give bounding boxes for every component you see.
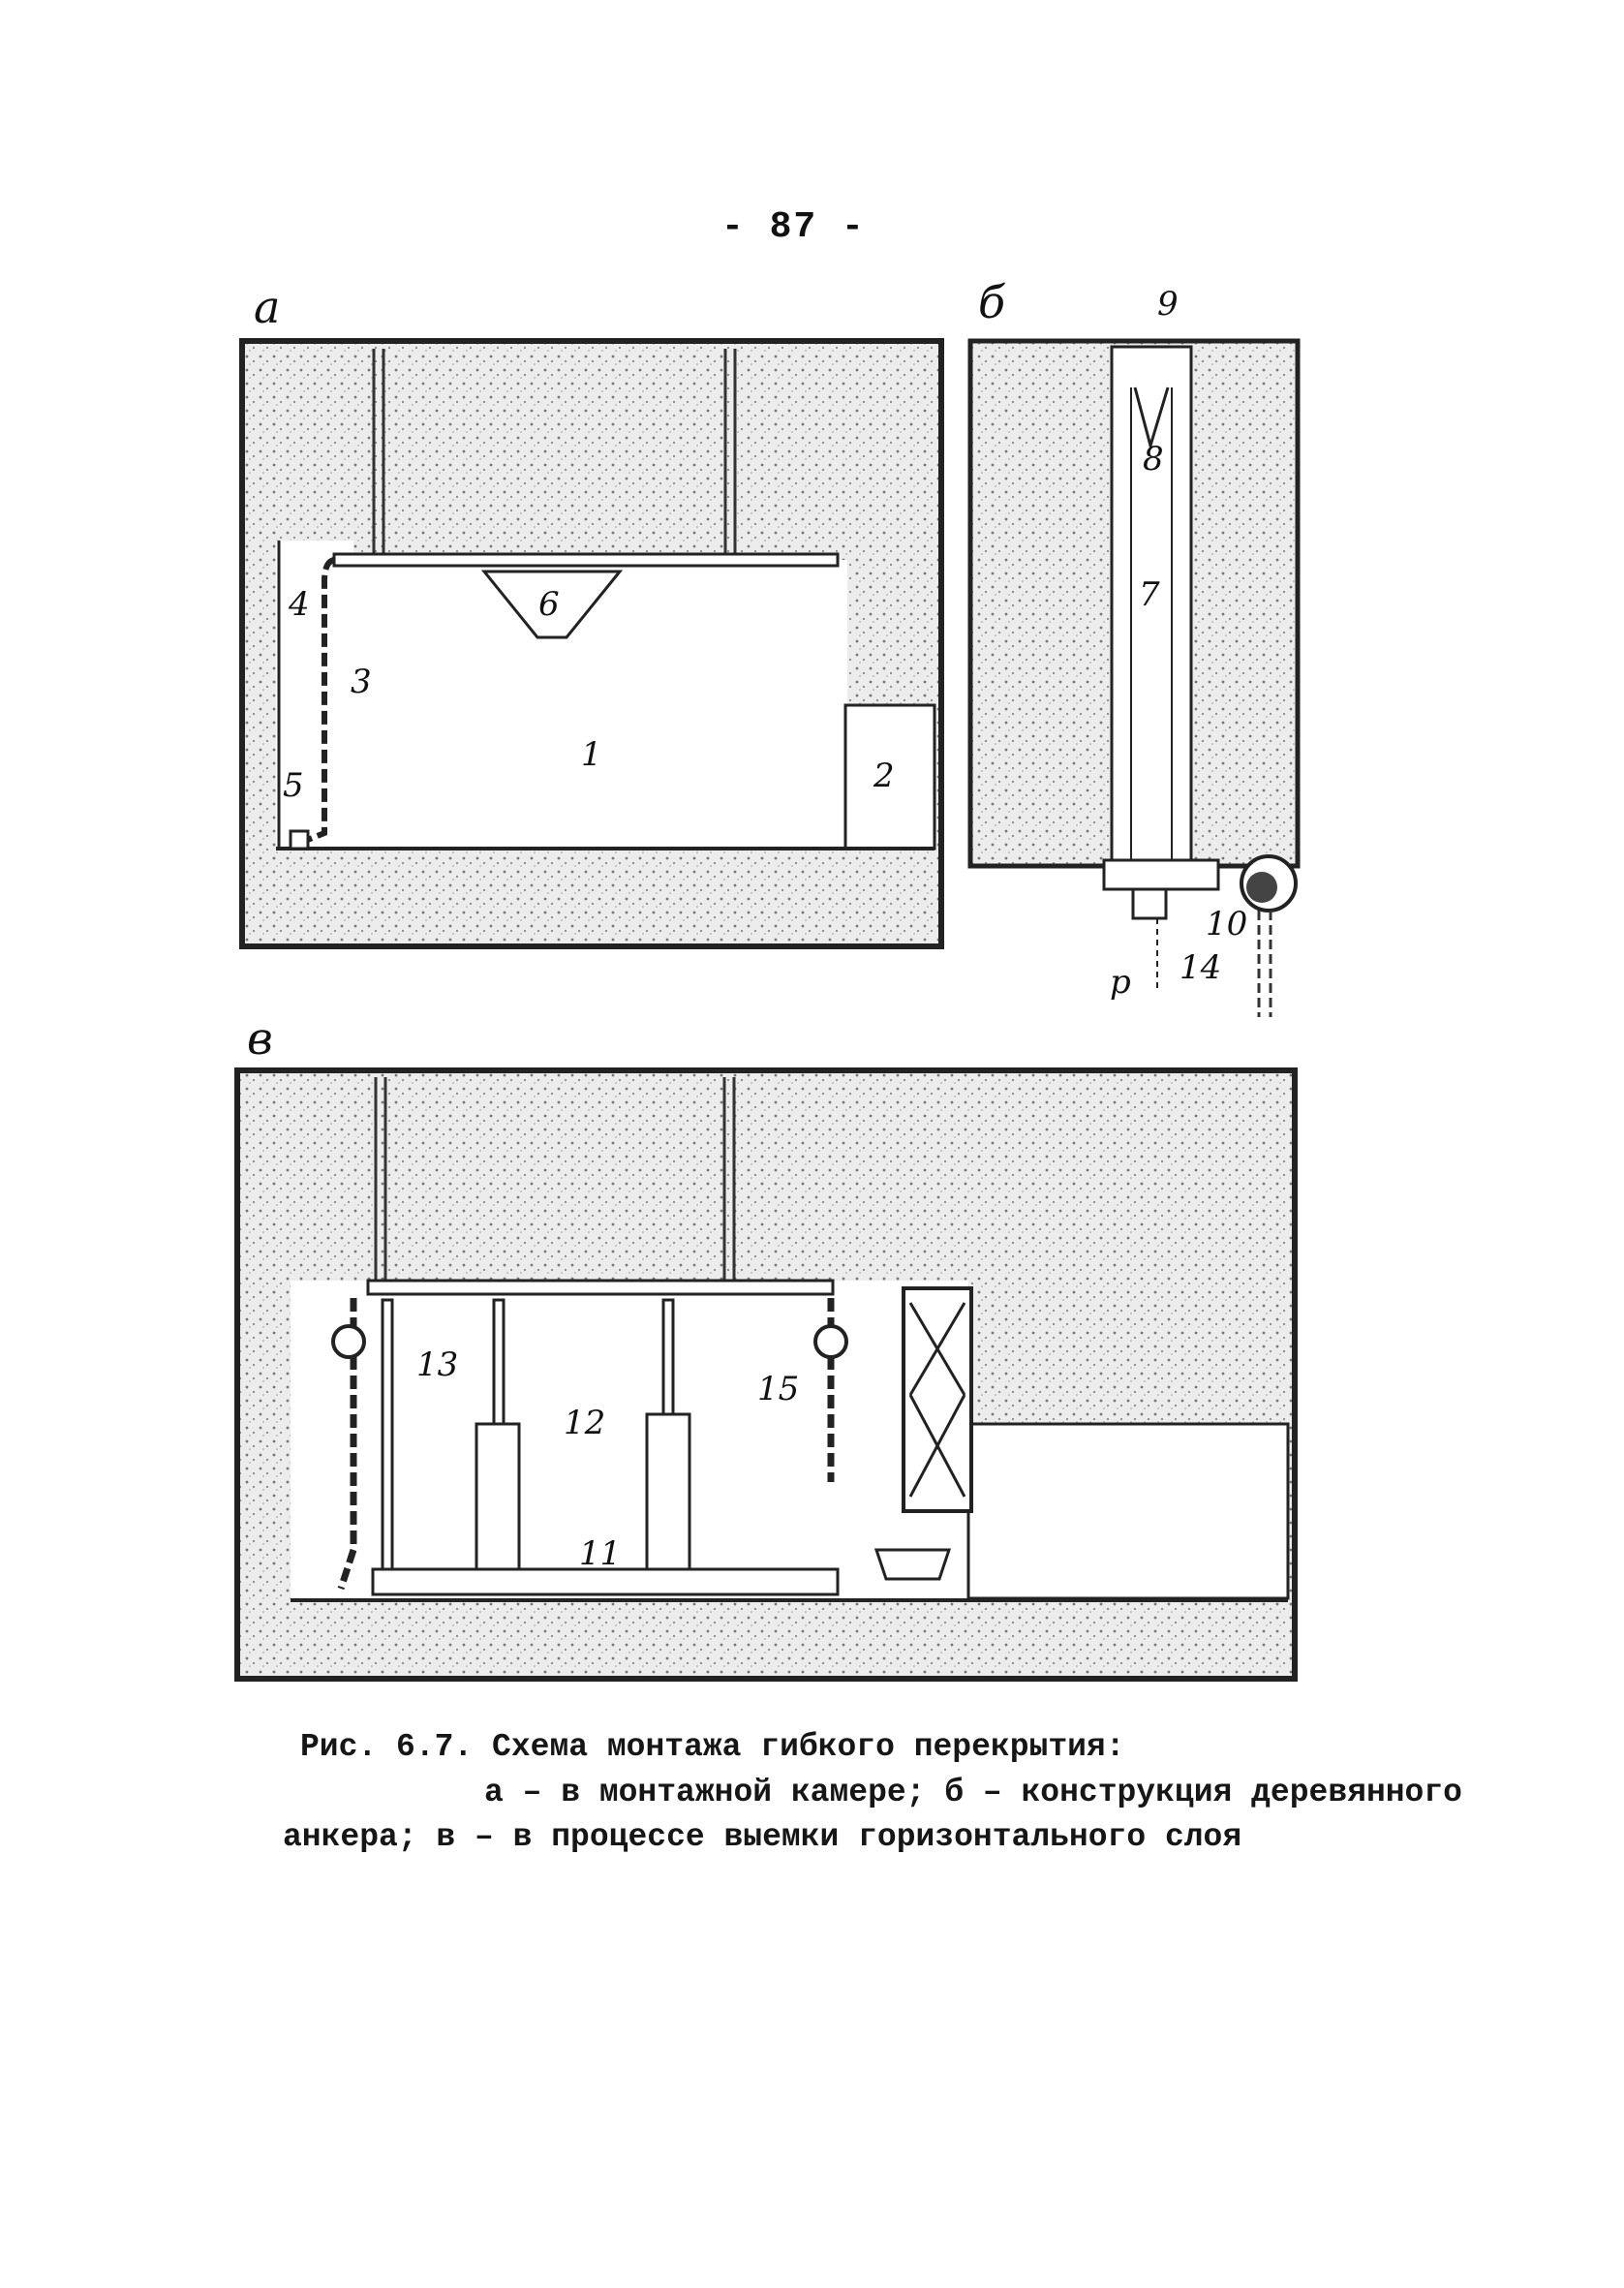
label-10: 10 (1206, 905, 1248, 943)
label-14: 14 (1180, 948, 1222, 987)
label-4: 4 (289, 585, 310, 624)
caption-line-1: Рис. 6.7. Схема монтажа гибкого перекрытия: (300, 1729, 1125, 1765)
label-13: 13 (416, 1345, 459, 1384)
label-p: р (1110, 963, 1131, 1002)
label-7: 7 (1139, 575, 1160, 614)
label-1: 1 (581, 735, 602, 774)
caption-line-3: анкера; в – в процессе выемки горизонтального слоя (283, 1819, 1242, 1855)
label-12: 12 (564, 1404, 606, 1442)
label-9: 9 (1157, 285, 1179, 324)
panel-v-diagram (237, 1070, 1295, 1679)
page-number: - 87 - (721, 206, 866, 248)
label-8: 8 (1143, 440, 1164, 479)
label-5: 5 (283, 766, 304, 805)
panel-v-drift (968, 1424, 1288, 1598)
caption-line-2: а – в монтажной камере; б – конструкция деревянного (484, 1775, 1462, 1810)
panel-a-letter: а (254, 281, 281, 333)
panel-b-diagram (970, 285, 1298, 1017)
label-6: 6 (538, 585, 560, 624)
label-15: 15 (757, 1370, 800, 1408)
panel-b-letter: б (978, 276, 1006, 328)
label-11: 11 (579, 1534, 622, 1573)
panel-a-diagram (242, 341, 941, 946)
panel-v-letter: в (247, 1012, 273, 1065)
label-3: 3 (351, 663, 372, 701)
label-2: 2 (873, 757, 895, 795)
